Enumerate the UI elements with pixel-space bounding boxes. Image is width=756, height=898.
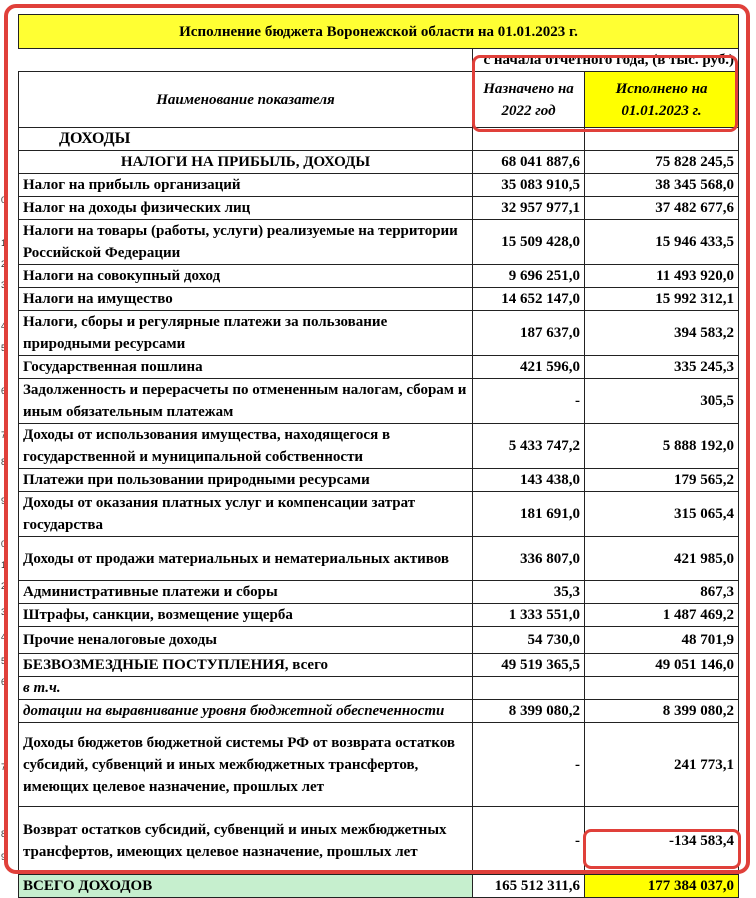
row-plan[interactable]: 421 596,0 — [473, 356, 585, 379]
row-number: 3 — [1, 280, 7, 290]
row-exec[interactable]: 49 051 146,0 — [585, 654, 739, 677]
row-plan[interactable]: 5 433 747,2 — [473, 424, 585, 469]
row-exec[interactable]: 421 985,0 — [585, 537, 739, 581]
total-plan[interactable]: 165 512 311,6 — [473, 875, 585, 898]
table-title[interactable]: Исполнение бюджета Воронежской области на 01.01.2023 г. — [19, 15, 739, 49]
row-plan[interactable]: 143 438,0 — [473, 469, 585, 492]
row-exec[interactable]: 5 888 192,0 — [585, 424, 739, 469]
row-name[interactable]: Налоги на товары (работы, услуги) реализуемые на территории Российской Федерации — [19, 220, 473, 265]
row-number: 0 — [1, 539, 7, 549]
row-number: 9 — [1, 496, 7, 506]
total-exec[interactable]: 177 384 037,0 — [585, 875, 739, 898]
row-plan[interactable]: 1 333 551,0 — [473, 604, 585, 627]
row-plan[interactable]: 54 730,0 — [473, 627, 585, 654]
row-name[interactable]: Административные платежи и сборы — [19, 581, 473, 604]
row-number: 1 — [1, 560, 7, 570]
section-income[interactable]: ДОХОДЫ — [19, 128, 473, 151]
row-number: 6 — [1, 386, 7, 396]
row-number: 2 — [1, 259, 7, 269]
outer-highlight-frame — [4, 4, 750, 874]
row-number: 7 — [1, 430, 7, 440]
row-number: 6 — [1, 677, 7, 687]
row-name[interactable]: Штрафы, санкции, возмещение ущерба — [19, 604, 473, 627]
row-exec[interactable]: 315 065,4 — [585, 492, 739, 537]
row-name[interactable]: Доходы бюджетов бюджетной системы РФ от возврата остатков субсидий, субвенций и иных межбюджетных трансфертов, имеющих целевое назначение, прошлых лет — [19, 723, 473, 807]
row-plan[interactable]: 32 957 977,1 — [473, 197, 585, 220]
row-exec[interactable]: 75 828 245,5 — [585, 151, 739, 174]
row-number: 8 — [1, 457, 7, 467]
row-name[interactable]: Налоги на совокупный доход — [19, 265, 473, 288]
row-number: 4 — [1, 632, 7, 642]
row-exec[interactable]: 37 482 677,6 — [585, 197, 739, 220]
row-exec[interactable]: 15 946 433,5 — [585, 220, 739, 265]
row-plan[interactable]: - — [473, 723, 585, 807]
row-exec[interactable]: -134 583,4 — [585, 807, 739, 875]
row-number: 4 — [1, 321, 7, 331]
header-exec-line2: 01.01.2023 г. — [621, 102, 702, 119]
row-plan[interactable]: 15 509 428,0 — [473, 220, 585, 265]
row-number: 8 — [1, 829, 7, 839]
header-plan-line2: 2022 год — [501, 102, 556, 119]
row-name[interactable]: Прочие неналоговые доходы — [19, 627, 473, 654]
row-exec[interactable]: 48 701,9 — [585, 627, 739, 654]
header-name[interactable]: Наименование показателя — [19, 72, 473, 128]
row-exec[interactable]: 241 773,1 — [585, 723, 739, 807]
header-exec-line1: Исполнено на — [615, 80, 708, 97]
row-number: 0 — [1, 195, 7, 205]
row-exec[interactable]: 15 992 312,1 — [585, 288, 739, 311]
row-plan[interactable]: - — [473, 807, 585, 875]
row-plan[interactable]: 35,3 — [473, 581, 585, 604]
row-exec[interactable]: 394 583,2 — [585, 311, 739, 356]
row-number: 1 — [1, 238, 7, 248]
row-name[interactable]: Налог на прибыль организаций — [19, 174, 473, 197]
row-plan[interactable]: 181 691,0 — [473, 492, 585, 537]
row-number: 7 — [1, 762, 7, 772]
row-exec[interactable]: 8 399 080,2 — [585, 700, 739, 723]
units-note[interactable]: с начала отчетного года, (в тыс. руб.) — [473, 49, 739, 72]
row-name[interactable]: Платежи при пользовании природными ресурсами — [19, 469, 473, 492]
row-name[interactable]: Государственная пошлина — [19, 356, 473, 379]
row-name[interactable]: Налоги, сборы и регулярные платежи за пользование природными ресурсами — [19, 311, 473, 356]
row-number: 5 — [1, 343, 7, 353]
row-name[interactable]: НАЛОГИ НА ПРИБЫЛЬ, ДОХОДЫ — [19, 151, 473, 174]
row-plan[interactable]: 35 083 910,5 — [473, 174, 585, 197]
row-name[interactable]: Доходы от использования имущества, находящегося в государственной и муниципальной собственности — [19, 424, 473, 469]
row-plan[interactable]: 336 807,0 — [473, 537, 585, 581]
row-number: 5 — [1, 656, 7, 666]
row-name[interactable]: Возврат остатков субсидий, субвенций и иных межбюджетных трансфертов, имеющих целевое назначение, прошлых лет — [19, 807, 473, 875]
total-name[interactable]: ВСЕГО ДОХОДОВ — [19, 875, 473, 898]
total-row — [19, 875, 739, 898]
row-name[interactable]: Налоги на имущество — [19, 288, 473, 311]
row-number: 9 — [1, 852, 7, 862]
row-name[interactable]: дотации на выравнивание уровня бюджетной обеспеченности — [19, 700, 473, 723]
row-exec[interactable]: 1 487 469,2 — [585, 604, 739, 627]
row-exec[interactable]: 11 493 920,0 — [585, 265, 739, 288]
row-plan[interactable]: 187 637,0 — [473, 311, 585, 356]
row-plan[interactable]: 9 696 251,0 — [473, 265, 585, 288]
row-name[interactable]: Доходы от продажи материальных и нематериальных активов — [19, 537, 473, 581]
row-name[interactable]: в т.ч. — [19, 677, 473, 700]
row-exec[interactable]: 38 345 568,0 — [585, 174, 739, 197]
row-plan[interactable]: 68 041 887,6 — [473, 151, 585, 174]
row-name[interactable]: Задолженность и перерасчеты по отмененным налогам, сборам и иным обязательным платежам — [19, 379, 473, 424]
row-name[interactable]: Налог на доходы физических лиц — [19, 197, 473, 220]
row-plan[interactable]: 49 519 365,5 — [473, 654, 585, 677]
row-plan[interactable]: 14 652 147,0 — [473, 288, 585, 311]
header-plan-line1: Назначено на — [483, 80, 574, 97]
row-plan[interactable]: 8 399 080,2 — [473, 700, 585, 723]
row-name[interactable]: Доходы от оказания платных услуг и компенсации затрат государства — [19, 492, 473, 537]
row-exec[interactable]: 179 565,2 — [585, 469, 739, 492]
row-number: 2 — [1, 581, 7, 591]
row-exec[interactable]: 867,3 — [585, 581, 739, 604]
row-name[interactable]: БЕЗВОЗМЕЗДНЫЕ ПОСТУПЛЕНИЯ, всего — [19, 654, 473, 677]
row-exec[interactable]: 305,5 — [585, 379, 739, 424]
row-plan[interactable]: - — [473, 379, 585, 424]
row-number: 3 — [1, 607, 7, 617]
row-exec[interactable]: 335 245,3 — [585, 356, 739, 379]
